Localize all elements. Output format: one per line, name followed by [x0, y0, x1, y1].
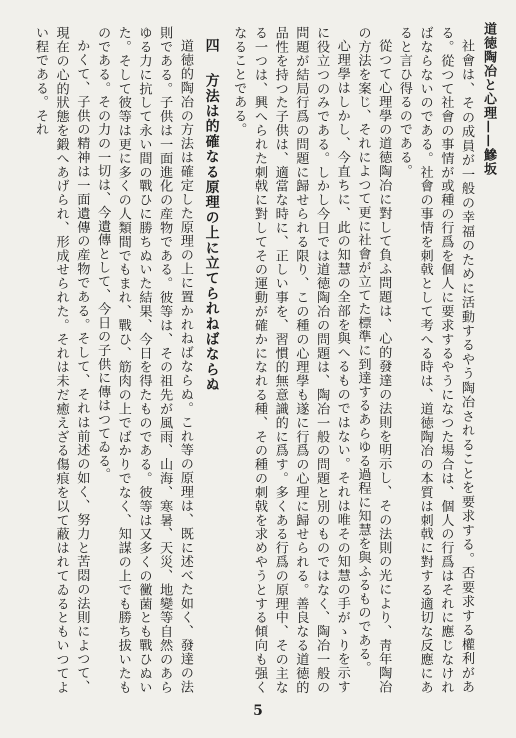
section-title: 方法は的確なる原理の上に立てられねばならぬ: [203, 73, 220, 393]
section-heading: [201, 26, 222, 694]
paragraph: 社會は、その成員が一般の幸福のために活動するやう陶冶されることを要求する。否要求する權利がある。從つて社會の事情が或種の行爲を個人に要求するやうになつた場合は、個人の行爲はそれに應じなければならないのである。社會の事情を刺戟として考へる時は、道徳陶冶の本質は刺戟に對する適切な反應にあると言ひ得るのである。: [396, 26, 474, 694]
paragraph: 道徳的陶冶の方法は確定した原理の上に置かれねばならぬ。これ等の原理は、既に述べた如く、發達の法則である。子供は一面進化の産物である。彼等は、その祖先が風雨、山海、寒暑、天災、地變等自然のあらゆる力に抗して永い間の戰ひに勝ちぬいた結果、今日を得たものである。彼等は又多くの黴菌とも戰ひぬいた。そして彼等は更に多くの人類間でもまれ、戰ひ、筋肉の上でばかりでなく、知謀の上でも勝ち拔いたものである。その力の一切は、今遺傳として、今日の子供に傳はつてゐる。: [95, 26, 193, 694]
body-text: [28, 26, 476, 694]
page-number: 5: [253, 703, 263, 719]
section-number: 四: [203, 38, 220, 54]
paragraph: 心理學はしかし、今直ちに、此の知慧の全部を與へるものではない。それは唯その知慧の手がゝりを示すに役立つのみである。しかし今日では道徳陶冶の問題は、陶冶一般の問題と別のものではなく、陶冶一般の問題が結局行爲の問題に歸せられる限り、この種の心理學も遂に行爲の心理に歸せられる。善良なる道徳的品性を持つた子供は、適當な時に、正しい事を、習慣的無意識的に爲す。多くある行爲の原理中、その主なる一つは、興へられた刺戟に對してその運動が確かになれる種、その種の刺戟を求めやうとする傾向も强くなることである。: [231, 26, 350, 694]
paragraph: 從つて心理學の道徳陶冶に對して負ふ問題は、心的發達の法則を明示し、その法則の光により、靑年陶冶の方法を案じ、それによつて更に社會が立てた標準に到達するあらゆる過程に知慧を與ふるものである。: [355, 26, 392, 694]
running-head: 道徳陶冶と心理——鰺坂: [481, 22, 496, 176]
paragraph: かくて、子供の精神は一面遺傳の産物である。そして、それは前述の如く、努力と苦悶の法則によつて、現在の心的狀態を鍛へあげられ、形成せられた。それは未だ癒えざる傷痕を以て蔽はれてゐるともいつてよい程である。それ: [32, 26, 90, 694]
